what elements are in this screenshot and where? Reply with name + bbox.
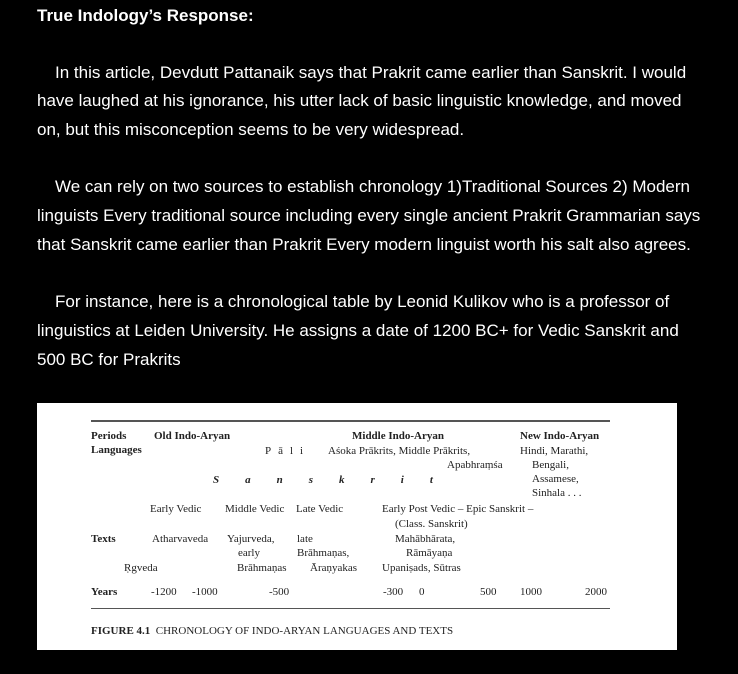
old-indo-aryan-label: Old Indo-Aryan <box>154 430 231 442</box>
year-value: -300 <box>383 586 404 598</box>
atharvaveda-label: Atharvaveda <box>152 533 209 545</box>
figure-number: FIGURE 4.1 <box>91 625 151 637</box>
year-value: 500 <box>480 586 497 598</box>
periods-label: Periods <box>91 430 127 442</box>
yajurveda-label: Yajurveda, <box>227 533 275 545</box>
response-heading: True Indology’s Response: <box>37 6 254 25</box>
figure-caption <box>91 625 453 638</box>
year-value: -500 <box>269 586 290 598</box>
upanisads-label: Upaniṣads, Sūtras <box>382 562 461 574</box>
post-vedic-label: Early Post Vedic – Epic Sanskrit – <box>382 503 534 515</box>
assamese-label: Assamese, <box>532 473 579 485</box>
early-vedic-label: Early Vedic <box>150 503 202 515</box>
sinhala-label: Sinhala . . . <box>532 487 582 499</box>
year-value: 1000 <box>520 586 542 598</box>
year-value: 0 <box>419 586 425 598</box>
late-label: late <box>297 533 313 545</box>
middle-vedic-label: Middle Vedic <box>225 503 285 515</box>
bottom-rule <box>91 608 610 609</box>
texts-label: Texts <box>91 533 116 545</box>
ramayana-label: Rāmāyaṇa <box>406 547 453 559</box>
middle-indo-aryan-label: Middle Indo-Aryan <box>352 430 444 442</box>
asoka-prakrits-label: Aśoka Prākrits, Middle Prākrits, <box>328 445 471 457</box>
early-label: early <box>238 547 260 559</box>
paragraph-2: We can rely on two sources to establish chronology 1)Traditional Sources 2) Modern linguists Every traditional source including every single ancient Prakrit Grammarian says that Sanskrit came earlier than Prakrit Every modern linguist worth his salt also agrees. <box>37 177 701 254</box>
pali-label: Pāli <box>265 445 311 457</box>
bengali-label: Bengali, <box>532 459 569 471</box>
late-brahmanas-label: Brāhmaṇas, <box>297 547 350 559</box>
paragraph-3: For instance, here is a chronological table by Leonid Kulikov who is a professor of linguistics at Leiden University. He assigns a date of 1200 BC+ for Vedic Sanskrit and 500 BC for Prakrits <box>37 292 679 369</box>
chronology-figure <box>37 403 677 650</box>
paragraph-1: In this article, Devdutt Pattanaik says that Prakrit came earlier than Sanskrit. I would have laughed at his ignorance, his utter lack of basic linguistic knowledge, and moved on, but this misconception seems to be very widespread. <box>37 62 687 139</box>
year-value: -1000 <box>192 586 218 598</box>
aranyakas-label: Āraṇyakas <box>310 562 358 574</box>
late-vedic-label: Late Vedic <box>296 503 344 515</box>
article-body <box>37 0 707 374</box>
year-value: -1200 <box>151 586 177 598</box>
hindi-marathi-label: Hindi, Marathi, <box>520 445 589 457</box>
languages-label: Languages <box>91 444 142 456</box>
rgveda-label: Ṛgveda <box>124 562 158 574</box>
top-rule <box>91 420 610 422</box>
figure-caption-text: CHRONOLOGY OF INDO-ARYAN LANGUAGES AND TEXTS <box>155 625 454 637</box>
years-label: Years <box>91 586 118 598</box>
classical-sanskrit-label: (Class. Sanskrit) <box>395 518 468 530</box>
sanskrit-spaced-label: Sanskrit <box>213 474 459 486</box>
new-indo-aryan-label: New Indo-Aryan <box>520 430 600 442</box>
apabhramsa-label: Apabhraṃśa <box>447 459 503 471</box>
year-value: 2000 <box>585 586 607 598</box>
mahabharata-label: Mahābhārata, <box>395 533 456 545</box>
early-brahmanas-label: Brāhmaṇas <box>237 562 287 574</box>
